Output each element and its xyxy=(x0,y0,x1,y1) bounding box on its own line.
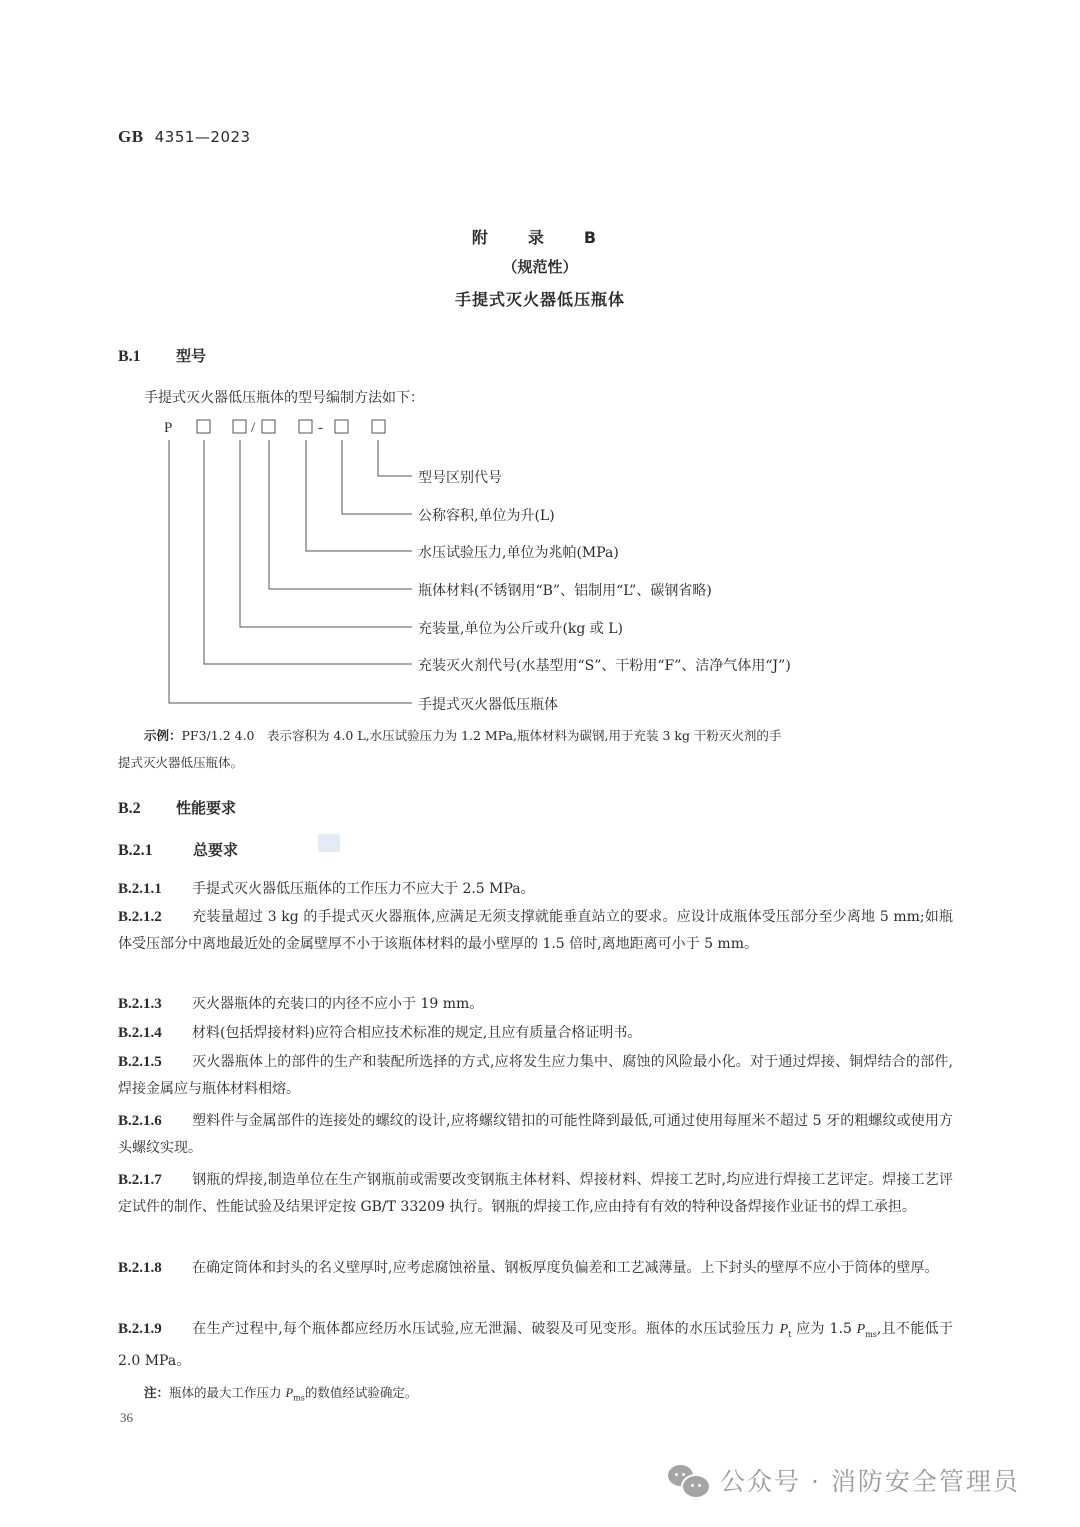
code-box-volume xyxy=(335,420,348,433)
leader-volume xyxy=(342,440,412,514)
legend-material: 瓶体材料(不锈钢用“B”、铝制用“L”、碳钢省略) xyxy=(418,583,712,599)
example-continued: 提式灭火器低压瓶体。 xyxy=(118,755,244,770)
standard-code xyxy=(118,127,251,147)
clause-b2-1-6: B.2.1.6 塑料件与金属部件的连接处的螺纹的设计,应将螺纹错扣的可能性降到最低,可通过使用每厘米不超过 5 牙的粗螺纹或使用方头螺纹实现。 xyxy=(118,1113,953,1156)
model-intro: 手提式灭火器低压瓶体的型号编制方法如下： xyxy=(144,390,424,406)
section-number: B.1 xyxy=(118,348,141,365)
section-title: 型号 xyxy=(176,347,207,365)
section-heading-b1 xyxy=(118,345,206,366)
clause-b2-1-4: B.2.1.4 材料(包括焊接材料)应符合相应技术标准的规定,且应有质量合格证明书。 xyxy=(118,1025,642,1041)
legend-variant-code: 型号区别代号 xyxy=(418,470,502,486)
code-slash: / xyxy=(251,420,256,436)
example-text: PF3/1.2 4.0 表示容积为 4.0 L,水压试验压力为 1.2 MPa,瓶体材料为碳钢,用于充装 3 kg 干粉灭火剂的手 xyxy=(181,728,782,743)
leader-test-pressure xyxy=(306,440,412,551)
standard-prefix: GB xyxy=(118,127,144,146)
standard-number: 4351—2023 xyxy=(154,128,251,146)
clause-b2-1-3: B.2.1.3 灭火器瓶体的充装口的内径不应小于 19 mm。 xyxy=(118,996,484,1012)
example xyxy=(144,725,781,747)
code-prefix: P xyxy=(164,420,173,436)
appendix-type: （规范性） xyxy=(502,258,578,276)
leader-material xyxy=(269,440,412,589)
clause-b2-1-1: B.2.1.1 手提式灭火器低压瓶体的工作压力不应大于 2.5 MPa。 xyxy=(118,881,535,897)
code-box-material xyxy=(262,420,275,433)
code-dash: - xyxy=(318,420,323,436)
leader-variant xyxy=(378,440,412,476)
section-number: B.2 xyxy=(118,800,141,817)
section-heading-b2 xyxy=(118,797,236,818)
clause-b2-1-7: B.2.1.7 钢瓶的焊接,制造单位在生产钢瓶前或需要改变钢瓶主体材料、焊接材料、焊接工艺时,均应进行焊接工艺评定。焊接工艺评定试件的制作、性能试验及结果评定按 GB/T 33209 执行。钢瓶的焊接工作,应由持有有效的特种设备焊接作业证书的焊工承担。 xyxy=(118,1172,953,1215)
legend-body: 手提式灭火器低压瓶体 xyxy=(418,697,558,713)
note: 注：瓶体的最大工作压力 $P_{ms}$的数值经试验确定。 xyxy=(144,1385,418,1403)
legend-agent-code: 充装灭火剂代号(水基型用“S”、干粉用“F”、洁净气体用“J”) xyxy=(418,658,791,674)
code-box-fill-amount xyxy=(233,420,246,433)
subsection-number: B.2.1 xyxy=(118,842,153,859)
clause-b2-1-8: B.2.1.8 在确定筒体和封头的名义壁厚时,应考虑腐蚀裕量、钢板厚度负偏差和工艺减薄量。上下封头的壁厚不应小于筒体的壁厚。 xyxy=(118,1260,939,1276)
watermark-stamp xyxy=(318,834,340,852)
page-number: 36 xyxy=(120,1410,133,1425)
leader-agent xyxy=(204,440,412,664)
appendix-name: 手提式灭火器低压瓶体 xyxy=(454,290,625,309)
legend-nominal-volume: 公称容积,单位为升(L) xyxy=(418,508,555,524)
clause-b2-1-9: B.2.1.9 在生产过程中,每个瓶体都应经历水压试验,应无泄漏、破裂及可见变形。瓶体的水压试验压力 $P_t$ 应为 1.5 $P_{ms}$,且不能低于 2.0 MPa。 xyxy=(118,1321,953,1369)
wechat-icon xyxy=(668,1463,710,1497)
appendix-title: 附 录 B xyxy=(471,228,609,247)
code-box-agent xyxy=(197,420,210,433)
code-box-variant xyxy=(372,420,385,433)
example-label: 示例： xyxy=(144,728,182,743)
footer-watermark xyxy=(668,1462,1020,1498)
subsection-title: 总要求 xyxy=(193,841,239,859)
legend-test-pressure: 水压试验压力,单位为兆帕(MPa) xyxy=(418,545,619,561)
leader-body xyxy=(169,440,412,703)
section-title: 性能要求 xyxy=(176,799,237,817)
code-box-test-pressure xyxy=(299,420,312,433)
footer-text: 公众号 · 消防安全管理员 xyxy=(720,1467,1020,1496)
subsection-heading-b21 xyxy=(118,839,238,860)
note-label: 注： xyxy=(144,1385,170,1400)
legend-fill-amount: 充装量,单位为公斤或升(kg 或 L) xyxy=(418,621,624,637)
clause-b2-1-2: B.2.1.2 充装量超过 3 kg 的手提式灭火器瓶体,应满足无须支撑就能垂直站立的要求。应设计成瓶体受压部分至少离地 5 mm;如瓶体受压部分中离地最近处的金属壁厚不小于该瓶体材料的最小壁厚的 1.5 倍时,离地距离可小于 5 mm。 xyxy=(118,909,953,952)
clause-b2-1-5: B.2.1.5 灭火器瓶体上的部件的生产和装配所选择的方式,应将发生应力集中、腐蚀的风险最小化。对于通过焊接、铜焊结合的部件,焊接金属应与瓶体材料相熔。 xyxy=(118,1054,953,1097)
leader-fill-amount xyxy=(240,440,412,627)
